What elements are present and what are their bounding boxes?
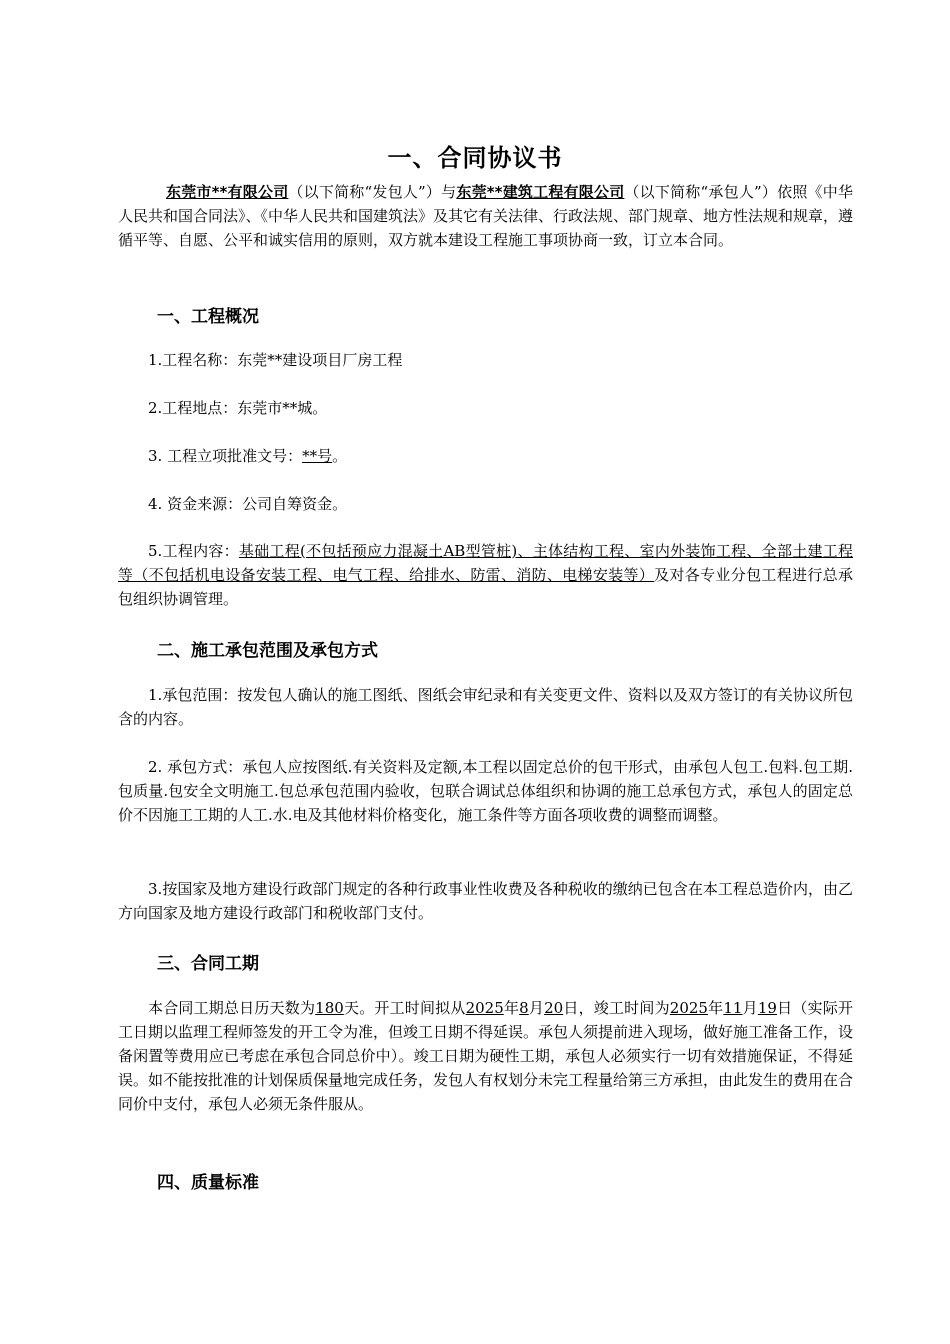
project-name-item: 1.工程名称：东莞**建设项目厂房工程 <box>148 351 403 369</box>
contract-method-paragraph: 2. 承包方式：承包人应按图纸.有关资料及定额,本工程以固定总价的包干形式，由承包人包工.包料.包工期.包质量.包安全文明施工.包总承包范围内验收，包联合调试总体组织和协调的施工总承包方式，承包人的固定总价不因施工工期的人工.水.电及其他材料价格变化，施工条件等方面各项收费的调整而调整。 <box>118 758 853 824</box>
section-2-heading: 二、施工承包范围及承包方式 <box>157 641 378 661</box>
project-location-item: 2.工程地点：东莞市**城。 <box>148 399 328 417</box>
project-scope-item: 5.工程内容：基础工程(不包括预应力混凝土AB型管桩)、主体结构工程、室内外装饰工程、全部土建工程等（不包括机电设备安装工程、电气工程、给排水、防雷、消防、电梯安装等）及对各专业分包工程进行总承包组织协调管理。 <box>118 542 853 608</box>
total-days-value: 180 <box>315 999 344 1017</box>
approval-number-item: 3. 工程立项批准文号：**号。 <box>148 447 348 465</box>
contract-period-paragraph: 本合同工期总日历天数为180天。开工时间拟从2025年8月20日，竣工时间为2025年11月19日（实际开工日期以监理工程师签发的开工令为准，但竣工日期不得延误。承包人须提前进入现场，做好施工准备工作，设备闲置等费用应已考虑在承包合同总价中）。竣工日期为硬性工期，承包人必须实行一切有效措施保证，不得延误。如不能按批准的计划保质保量地完成任务，发包人有权划分未完工程量给第三方承担，由此发生的费用在合同价中支付，承包人必须无条件服从。 <box>118 999 854 1113</box>
end-day-value: 19 <box>757 999 777 1017</box>
contractor-name: 东莞**建筑工程有限公司 <box>456 183 625 201</box>
intro-paragraph: 东莞市**有限公司（以下简称“发包人”）与东莞**建筑工程有限公司（以下简称“承包人”）依照《中华人民共和国合同法》、《中华人民共和国建筑法》及其它有关法律、行政法规、部门规章、地方性法规和规章，遵循平等、自愿、公平和诚实信用的原则，双方就本建设工程施工事项协商一致，订立本合同。 <box>118 183 854 249</box>
document-title: 一、合同协议书 <box>387 144 563 172</box>
start-day-value: 20 <box>544 999 564 1017</box>
end-month-value: 11 <box>723 999 743 1017</box>
section-1-heading: 一、工程概况 <box>157 307 259 327</box>
funding-source-item: 4. 资金来源：公司自筹资金。 <box>148 495 348 513</box>
contract-scope-paragraph: 1.承包范围：按发包人确认的施工图纸、图纸会审纪录和有关变更文件、资料以及双方签订的有关协议所包含的内容。 <box>118 686 853 728</box>
start-year-value: 2025 <box>465 999 504 1017</box>
start-month-value: 8 <box>519 999 529 1017</box>
fees-taxes-paragraph: 3.按国家及地方建设行政部门规定的各种行政事业性收费及各种税收的缴纳已包含在本工程总造价内，由乙方向国家及地方建设行政部门和税收部门支付。 <box>118 880 853 922</box>
section-3-heading: 三、合同工期 <box>157 954 259 974</box>
employer-name: 东莞市**有限公司 <box>166 183 289 201</box>
end-year-value: 2025 <box>669 999 708 1017</box>
project-scope-value: 基础工程(不包括预应力混凝土AB型管桩)、主体结构工程、室内外装饰工程、全部土建工程等（不包括机电设备安装工程、电气工程、给排水、防雷、消防、电梯安装等） <box>118 542 853 584</box>
section-4-heading: 四、质量标准 <box>157 1173 259 1193</box>
approval-number-value: **号 <box>302 447 333 465</box>
